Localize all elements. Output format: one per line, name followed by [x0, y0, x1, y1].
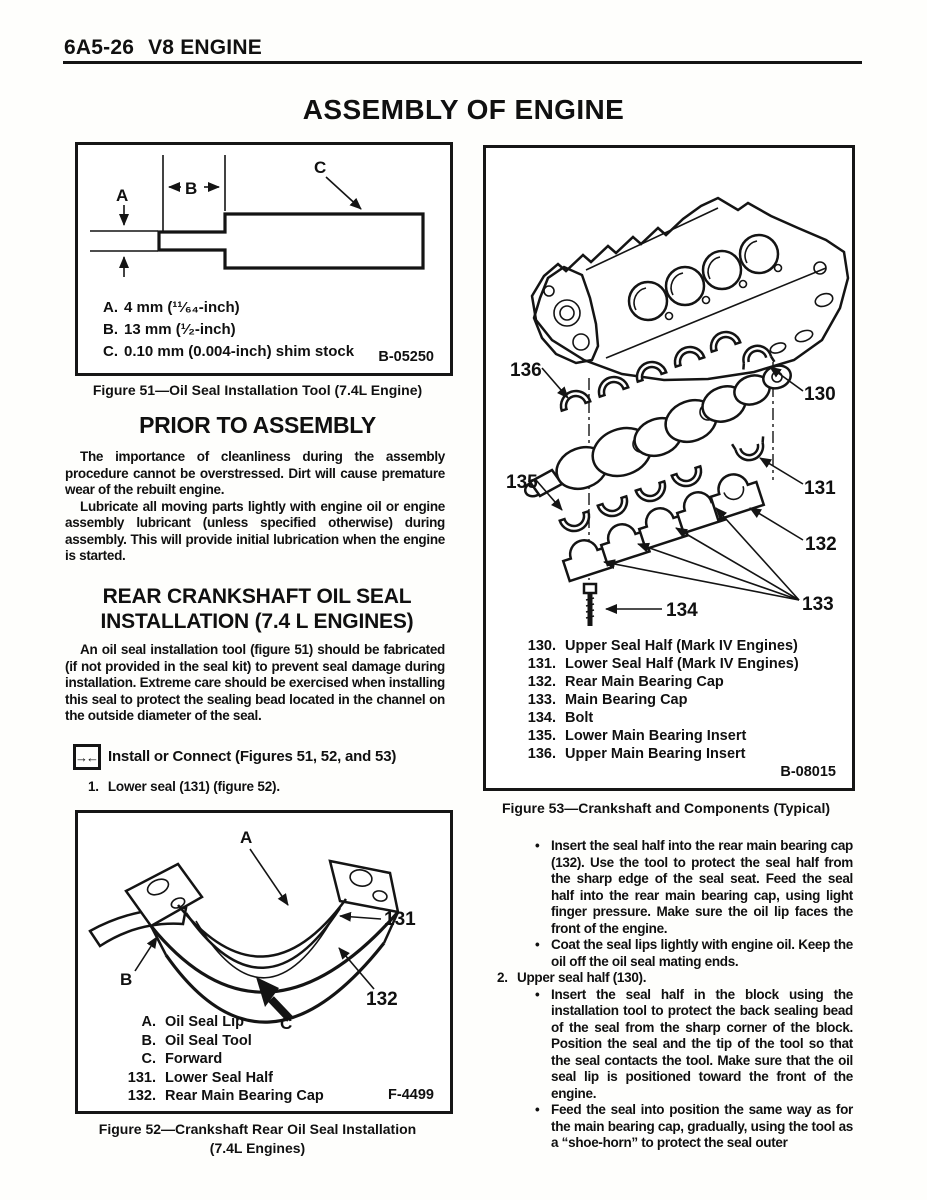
bullet-marker: •	[535, 1102, 540, 1117]
legend-item: A. 4 mm (¹¹⁄₆₄-inch)	[103, 299, 240, 316]
dim-c-label: C	[314, 158, 327, 177]
figure52-code: F-4499	[388, 1087, 434, 1103]
section-title: V8 ENGINE	[148, 36, 262, 59]
dim-b-label: B	[185, 179, 198, 198]
figure53-parts-list	[486, 637, 799, 763]
paragraph: An oil seal installation tool (figure 51) should be fabricated (if not provided in the seal kit) to prevent seal damage during installation. Extreme care should be exercised when installing this seal to protect the sealing bead located in the channel on the outside diameter of the seal.	[65, 642, 445, 723]
part-item: 132. Rear Main Bearing Cap	[527, 674, 724, 690]
callout-136: 136	[510, 360, 542, 381]
bullet-marker: •	[535, 937, 540, 952]
rear-seal-heading: REAR CRANKSHAFT OIL SEAL INSTALLATION (7.4 L ENGINES)	[100, 585, 414, 633]
part-item: 135. Lower Main Bearing Insert	[527, 728, 747, 744]
part-item: 134. Bolt	[527, 710, 594, 726]
callout-132: 132	[366, 989, 398, 1010]
legend-item: C. 0.10 mm (0.004-inch) shim stock	[103, 343, 355, 360]
callout-132: 132	[805, 534, 837, 555]
step-number: 1.	[88, 779, 99, 794]
bullet-marker: •	[535, 838, 540, 853]
install-connect-icon: →←	[73, 744, 101, 770]
install-connect-label: Install or Connect (Figures 51, 52, and 53)	[108, 748, 397, 765]
step-number: 2.	[497, 970, 508, 985]
install-connect-row	[73, 744, 453, 772]
bullet-item: • Coat the seal lips lightly with engine oil. Keep the oil off the oil seal mating ends.	[535, 937, 853, 969]
part-item: 131. Lower Seal Half (Mark IV Engines)	[527, 656, 799, 672]
figure52-box	[75, 810, 453, 1114]
legend-item: B. Oil Seal Tool	[141, 1032, 252, 1049]
callout-b: B	[120, 970, 133, 989]
page-title: ASSEMBLY OF ENGINE	[302, 94, 625, 125]
figure53-caption: Figure 53—Crankshaft and Components (Typical)	[501, 800, 830, 816]
legend-item: C. Forward	[141, 1051, 223, 1067]
figure51-box	[75, 142, 453, 376]
legend-item: A. Oil Seal Lip	[141, 1014, 244, 1030]
part-item: 136. Upper Main Bearing Insert	[527, 746, 746, 762]
callout-a: A	[240, 828, 253, 847]
prior-to-assembly-text	[65, 449, 445, 565]
bullet-item: • Insert the seal half in the block using the installation tool to protect the back sealing bead of the seal from the sharp corner of the block. Position the seal and the tip of the tool so that the seal contacts the tool. Make sure that the oil seal lip is positioned toward the front of the engine.	[535, 986, 853, 1101]
callout-c: C	[280, 1014, 293, 1033]
callout-133: 133	[802, 594, 834, 615]
figure51-drawing	[78, 145, 450, 295]
figure53-drawing	[486, 148, 852, 630]
step-2	[497, 970, 853, 987]
paragraph: The importance of cleanliness during the assembly procedure cannot be overstressed. Dirt will cause premature wear of the rebuilt engine.	[65, 449, 445, 497]
figure53-code: B-08015	[780, 764, 836, 780]
crankshaft	[523, 362, 794, 499]
callout-135: 135	[506, 472, 538, 493]
step-text: Lower seal (131) (figure 52).	[107, 779, 280, 794]
step-text: Upper seal half (130).	[517, 970, 647, 985]
bolt	[584, 584, 596, 626]
legend-item: 131. Lower Seal Half	[127, 1069, 273, 1086]
right-column-steps	[497, 838, 853, 1152]
legend-item: 132. Rear Main Bearing Cap	[127, 1088, 324, 1104]
part-item: 133. Main Bearing Cap	[527, 692, 688, 708]
figure51-code: B-05250	[378, 349, 434, 365]
step-1	[88, 779, 280, 794]
page-number: 6A5-26	[64, 36, 135, 59]
callout-131: 131	[384, 909, 416, 930]
part-item: 130. Upper Seal Half (Mark IV Engines)	[527, 638, 798, 654]
paragraph: Lubricate all moving parts lightly with engine oil or engine assembly lubricant (unless specified otherwise) during assembly. This will provide initial lubrication when the engine is started.	[65, 498, 445, 563]
bullet-marker: •	[535, 986, 540, 1002]
rear-seal-text	[65, 642, 445, 725]
figure52-legend	[78, 1013, 324, 1106]
figure53-box	[483, 145, 855, 791]
page-header	[64, 36, 262, 60]
dim-a-label: A	[116, 186, 129, 205]
bullet-item: • Feed the seal into position the same way as for the main bearing cap, gradually, using the tool as a “shoe-horn” to protect the seal outer	[535, 1102, 853, 1150]
legend-item: B. 13 mm (¹⁄₂-inch)	[103, 321, 236, 338]
bullet-item: • Insert the seal half into the rear main bearing cap (132). Use the tool to protect the seal half from the sharp edge of the seal seat. Feed the seal half into the rear main bearing cap, using light finger pressure. Make sure the oil lip faces the front of the engine.	[535, 838, 853, 936]
callout-131: 131	[804, 478, 836, 499]
figure51-caption: Figure 51—Oil Seal Installation Tool (7.4L Engine)	[92, 382, 423, 398]
prior-to-assembly-heading: PRIOR TO ASSEMBLY	[139, 412, 376, 438]
header-rule	[63, 61, 862, 64]
figure52-caption: Figure 52—Crankshaft Rear Oil Seal Installation (7.4L Engines)	[98, 1121, 417, 1156]
callout-134: 134	[666, 600, 698, 621]
callout-130: 130	[804, 384, 836, 405]
figure51-legend	[103, 297, 354, 363]
